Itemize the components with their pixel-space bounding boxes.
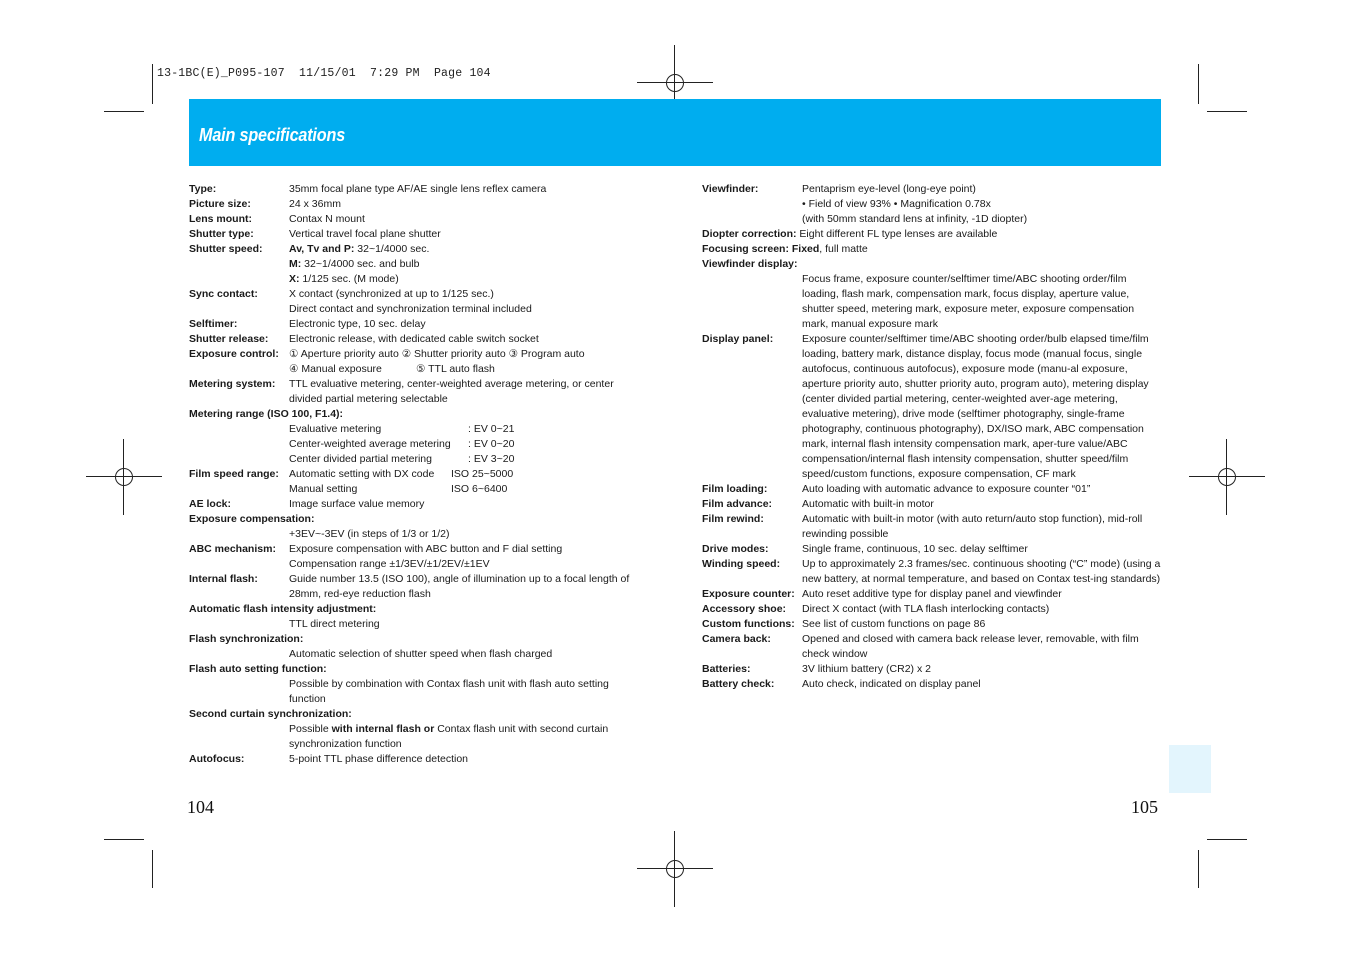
registration-mark-bottom xyxy=(637,831,713,907)
spec-row-shutter-type: Shutter type: Vertical travel focal plane shutter xyxy=(189,228,441,240)
spec-row-batteries: Batteries: 3V lithium battery (CR2) x 2 xyxy=(702,663,931,675)
spec-row-selftimer: Selftimer: Electronic type, 10 sec. delay xyxy=(189,318,426,330)
spec-row-film-speed: Film speed range: Automatic setting with DX code ISO 25~5000 xyxy=(189,468,514,480)
spec-row-viewfinder-display: Viewfinder display: xyxy=(702,258,798,270)
spec-row-drive-modes: Drive modes: Single frame, continuous, 10 sec. delay selftimer xyxy=(702,543,1028,555)
spec-column-left xyxy=(189,182,659,767)
spec-column-right xyxy=(702,182,1164,692)
spec-row-exposure-control: Exposure control: ① Aperture priority auto ② Shutter priority auto ③ Program auto xyxy=(189,348,585,360)
spec-row-focusing-screen: Focusing screen: Fixed, full matte xyxy=(702,243,868,255)
spec-row-second-curtain-value: Possible with internal flash or Contax flash unit with second curtain synchronization function xyxy=(289,723,609,750)
title-banner xyxy=(189,99,1161,166)
spec-row-shutter-release: Shutter release: Electronic release, with dedicated cable switch socket xyxy=(189,333,539,345)
spec-row-viewfinder-display-value: Focus frame, exposure counter/selftimer time/ABC shooting order/film loading, flash mark, compensation mark, focus display, aperture value, shutter speed, metering mark, exposure meter, exposure compensation mark, manual exposure mark xyxy=(802,273,1135,330)
spec-row-picture-size: Picture size: 24 x 36mm xyxy=(189,198,341,210)
spec-row-flash-auto-setting: Flash auto setting function: xyxy=(189,663,327,675)
spec-row-flash-sync: Flash synchronization: xyxy=(189,633,304,645)
spec-row-film-advance: Film advance: Automatic with built-in motor xyxy=(702,498,934,510)
spec-row-film-speed-2: Manual setting ISO 6~6400 xyxy=(289,483,508,495)
crop-mark xyxy=(152,850,153,888)
spec-row-shutter-speed: Shutter speed: Av, Tv and P: 32~1/4000 sec. xyxy=(189,243,430,255)
spec-row-winding-speed: Winding speed: Up to approximately 2.3 frames/sec. continuous shooting (“C” mode) (using a new battery, at normal temperature, and based on Contax test-ing standards) xyxy=(702,558,1161,585)
crop-mark xyxy=(1207,111,1247,112)
spec-row-lens-mount: Lens mount: Contax N mount xyxy=(189,213,365,225)
crop-mark xyxy=(104,839,144,840)
spec-row-metering-range: Metering range (ISO 100, F1.4): xyxy=(189,408,344,420)
spec-row-second-curtain: Second curtain synchronization: xyxy=(189,708,352,720)
spec-row-auto-flash-intensity-value: TTL direct metering xyxy=(289,618,380,630)
spec-row-custom-functions: Custom functions: See list of custom functions on page 86 xyxy=(702,618,986,630)
section-tab xyxy=(1169,745,1211,793)
spec-row-metering-range-3: Center divided partial metering : EV 3~20 xyxy=(289,453,515,465)
spec-row-flash-sync-value: Automatic selection of shutter speed when flash charged xyxy=(289,648,553,660)
spec-row-display-panel: Display panel: Exposure counter/selftimer time/ABC shooting order/bulb elapsed time/film loading, battery mark, distance display, focus mode (manual focus, single autofocus, continuous autofocus), exposure mode (manu-al exposure, aperture priority auto, shutter priority auto, program auto), metering display (center divided partial metering, center-weighted aver-age metering, evaluative metering), drive mode (selftimer photography, single-frame photography, continuous photography), DX/ISO mark, ABC compensation mark, internal flash intensity compensation mark, aper-ture value/ABC compensation/internal flash intensity compensation, shutter speed/film speed/custom functions, exposure compensation, CF mark xyxy=(702,333,1149,480)
crop-mark xyxy=(1207,839,1247,840)
spec-row-shutter-speed-m: M: 32~1/4000 sec. and bulb xyxy=(289,258,420,270)
spec-row-viewfinder-3: (with 50mm standard lens at infinity, -1D diopter) xyxy=(802,213,1028,225)
registration-mark-left xyxy=(86,439,162,515)
spec-row-ae-lock: AE lock: Image surface value memory xyxy=(189,498,425,510)
print-slug: 13-1BC(E)_P095-107 11/15/01 7:29 PM Page 104 xyxy=(157,67,491,80)
crop-mark xyxy=(104,111,144,112)
spec-row-battery-check: Battery check: Auto check, indicated on display panel xyxy=(702,678,981,690)
spec-row-metering-system: Metering system: TTL evaluative metering, center-weighted average metering, or center divided partial metering selectable xyxy=(189,378,614,405)
crop-mark xyxy=(1198,64,1199,104)
spec-row-accessory-shoe: Accessory shoe: Direct X contact (with TLA flash interlocking contacts) xyxy=(702,603,1050,615)
page-number-left: 104 xyxy=(187,797,214,817)
spec-row-shutter-speed-x: X: 1/125 sec. (M mode) xyxy=(289,273,399,285)
spec-row-diopter: Diopter correction: Eight different FL type lenses are available xyxy=(702,228,998,240)
crop-mark xyxy=(152,64,153,104)
spec-row-viewfinder: Viewfinder: Pentaprism eye-level (long-eye point) xyxy=(702,183,976,195)
spec-row-metering-range-2: Center-weighted average metering : EV 0~20 xyxy=(289,438,515,450)
spec-row-metering-range-1: Evaluative metering : EV 0~21 xyxy=(289,423,515,435)
registration-mark-right xyxy=(1189,439,1265,515)
spec-row-auto-flash-intensity: Automatic flash intensity adjustment: xyxy=(189,603,377,615)
spec-row-internal-flash: Internal flash: Guide number 13.5 (ISO 100), angle of illumination up to a focal length of 28mm, red-eye reduction flash xyxy=(189,573,630,600)
spec-row-type: Type: 35mm focal plane type AF/AE single lens reflex camera xyxy=(189,183,547,195)
spec-row-exposure-compensation-value: +3EV~-3EV (in steps of 1/3 or 1/2) xyxy=(289,528,450,540)
spec-row-film-loading: Film loading: Auto loading with automatic advance to exposure counter “01” xyxy=(702,483,1091,495)
page-number-right: 105 xyxy=(1131,797,1158,817)
spec-row-viewfinder-2: • Field of view 93% • Magnification 0.78x xyxy=(802,198,991,210)
spec-row-abc-mechanism-2: Compensation range ±1/3EV/±1/2EV/±1EV xyxy=(289,558,490,570)
spec-row-camera-back: Camera back: Opened and closed with camera back release lever, removable, with film check window xyxy=(702,633,1139,660)
spec-row-flash-auto-setting-value: Possible by combination with Contax flash unit with flash auto setting function xyxy=(289,678,609,705)
spec-row-exposure-counter: Exposure counter: Auto reset additive type for display panel and viewfinder xyxy=(702,588,1062,600)
spec-row-autofocus: Autofocus: 5-point TTL phase difference detection xyxy=(189,753,469,765)
page-title: Main specifications xyxy=(199,125,346,145)
spec-row-sync-contact: Sync contact: X contact (synchronized at up to 1/125 sec.) xyxy=(189,288,494,300)
spec-row-abc-mechanism: ABC mechanism: Exposure compensation with ABC button and F dial setting xyxy=(189,543,563,555)
spec-row-exposure-control-2: ④ Manual exposure ⑤ TTL auto flash xyxy=(289,363,495,375)
spec-row-film-rewind: Film rewind: Automatic with built-in motor (with auto return/auto stop function), mid-roll rewinding possible xyxy=(702,513,1143,540)
crop-mark xyxy=(1198,850,1199,888)
spec-row-exposure-compensation: Exposure compensation: xyxy=(189,513,315,525)
spec-row-sync-contact-2: Direct contact and synchronization terminal included xyxy=(289,303,532,315)
